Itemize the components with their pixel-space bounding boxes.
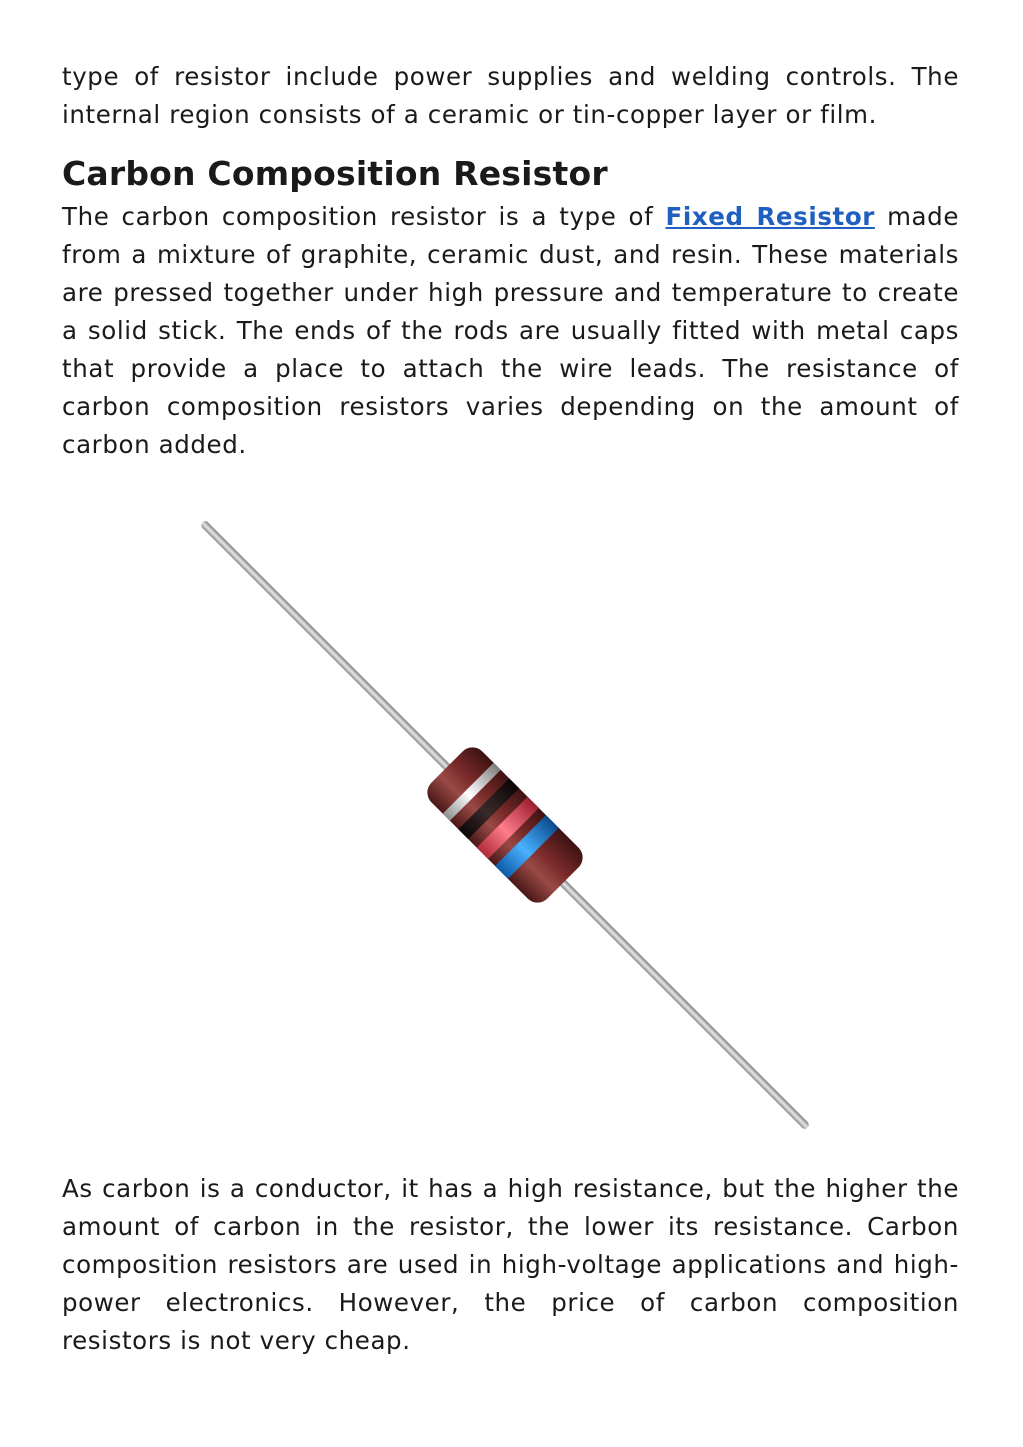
closing-paragraph: As carbon is a conductor, it has a high resistance, but the higher the amount of carbon in the resistor, the lower its resistance. Carbon composition resistors are used in high-voltage applications and high-power electronics. However, the price of carbon composition resistors is not very cheap. [62, 1174, 959, 1355]
resistor-image [200, 510, 810, 1140]
intro-paragraph: type of resistor include power supplies and welding controls. The internal region consists of a ceramic or tin-copper layer or film. [62, 62, 959, 129]
description-paragraph [62, 198, 959, 464]
paragraph-text-before-link: The carbon composition resistor is a type of [62, 202, 666, 231]
paragraph-text-after-link: made from a mixture of graphite, ceramic dust, and resin. These materials are pressed together under high pressure and temperature to create a solid stick. The ends of the rods are usually fitted with metal caps that provide a place to attach the wire leads. The resistance of carbon composition resistors varies depending on the amount of carbon added. [62, 202, 959, 459]
closing-section [62, 1170, 959, 1360]
section-heading: Carbon Composition Resistor [62, 154, 608, 193]
document-page [62, 58, 959, 464]
fixed-resistor-link[interactable]: Fixed Resistor [665, 202, 875, 231]
resistor-illustration [200, 510, 810, 1140]
